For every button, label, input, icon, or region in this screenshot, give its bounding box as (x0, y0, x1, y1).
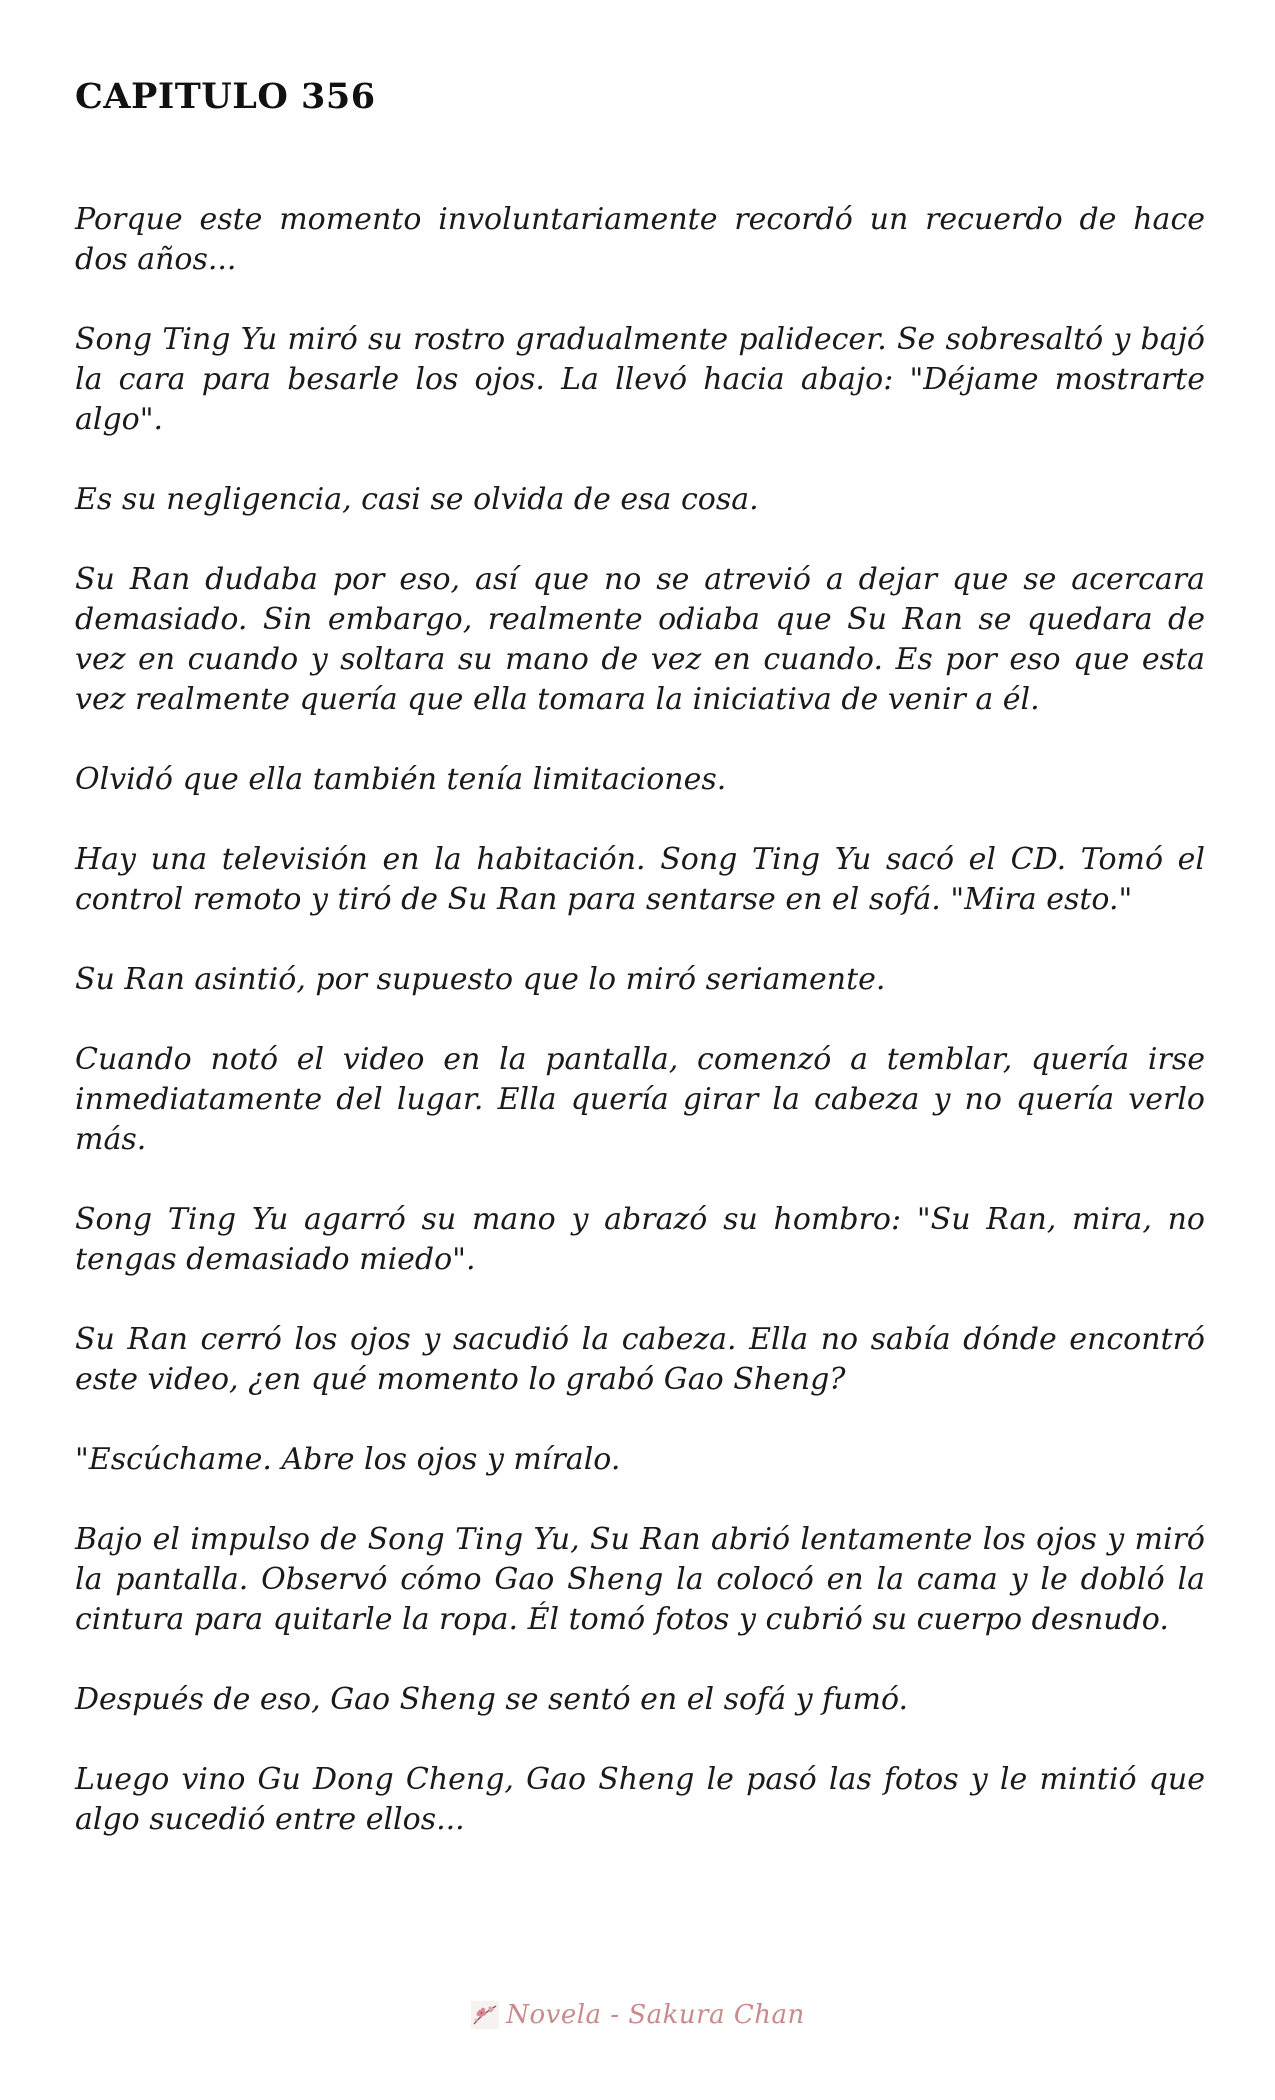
document-page (75, 0, 1205, 2100)
paragraph-12: Bajo el impulso de Song Ting Yu, Su Ran abrió lentamente los ojos y miró la pantalla. Observó cómo Gao Sheng la colocó en la cama y le dobló la cintura para quitarle la ropa. Él tomó fotos y cubrió su cuerpo desnudo. (75, 1522, 1205, 1637)
paragraph-5: Olvidó que ella también tenía limitaciones. (75, 762, 727, 797)
paragraph-3: Es su negligencia, casi se olvida de esa cosa. (75, 482, 759, 517)
paragraph-14: Luego vino Gu Dong Cheng, Gao Sheng le pasó las fotos y le mintió que algo sucedió entre ellos... (75, 1762, 1205, 1837)
chapter-title: CAPITULO 356 (75, 76, 376, 117)
cherry-blossom-icon (470, 2000, 500, 2030)
paragraph-8: Cuando notó el video en la pantalla, comenzó a temblar, quería irse inmediatamente del lugar. Ella quería girar la cabeza y no quería verlo más. (75, 1042, 1205, 1157)
footer-watermark (0, 1990, 1275, 2040)
paragraph-7: Su Ran asintió, por supuesto que lo miró seriamente. (75, 962, 886, 997)
paragraph-11: "Escúchame. Abre los ojos y míralo. (75, 1442, 621, 1477)
paragraph-10: Su Ran cerró los ojos y sacudió la cabeza. Ella no sabía dónde encontró este video, ¿en qué momento lo grabó Gao Sheng? (75, 1322, 1205, 1397)
paragraph-6: Hay una televisión en la habitación. Song Ting Yu sacó el CD. Tomó el control remoto y tiró de Su Ran para sentarse en el sofá. "Mira esto." (75, 842, 1205, 917)
paragraph-13: Después de eso, Gao Sheng se sentó en el sofá y fumó. (75, 1682, 909, 1717)
paragraph-4: Su Ran dudaba por eso, así que no se atrevió a dejar que se acercara demasiado. Sin embargo, realmente odiaba que Su Ran se quedara de vez en cuando y soltara su mano de vez en cuando. Es por eso que esta vez realmente quería que ella tomara la iniciativa de venir a él. (75, 562, 1205, 717)
watermark-text: Novela - Sakura Chan (506, 2000, 805, 2030)
watermark-group (470, 2000, 805, 2030)
paragraph-2: Song Ting Yu miró su rostro gradualmente palidecer. Se sobresaltó y bajó la cara para besarle los ojos. La llevó hacia abajo: "Déjame mostrarte algo". (75, 322, 1205, 437)
paragraph-1: Porque este momento involuntariamente recordó un recuerdo de hace dos años... (75, 202, 1205, 277)
chapter-body (75, 200, 1205, 1880)
paragraph-9: Song Ting Yu agarró su mano y abrazó su hombro: "Su Ran, mira, no tengas demasiado miedo". (75, 1202, 1205, 1277)
